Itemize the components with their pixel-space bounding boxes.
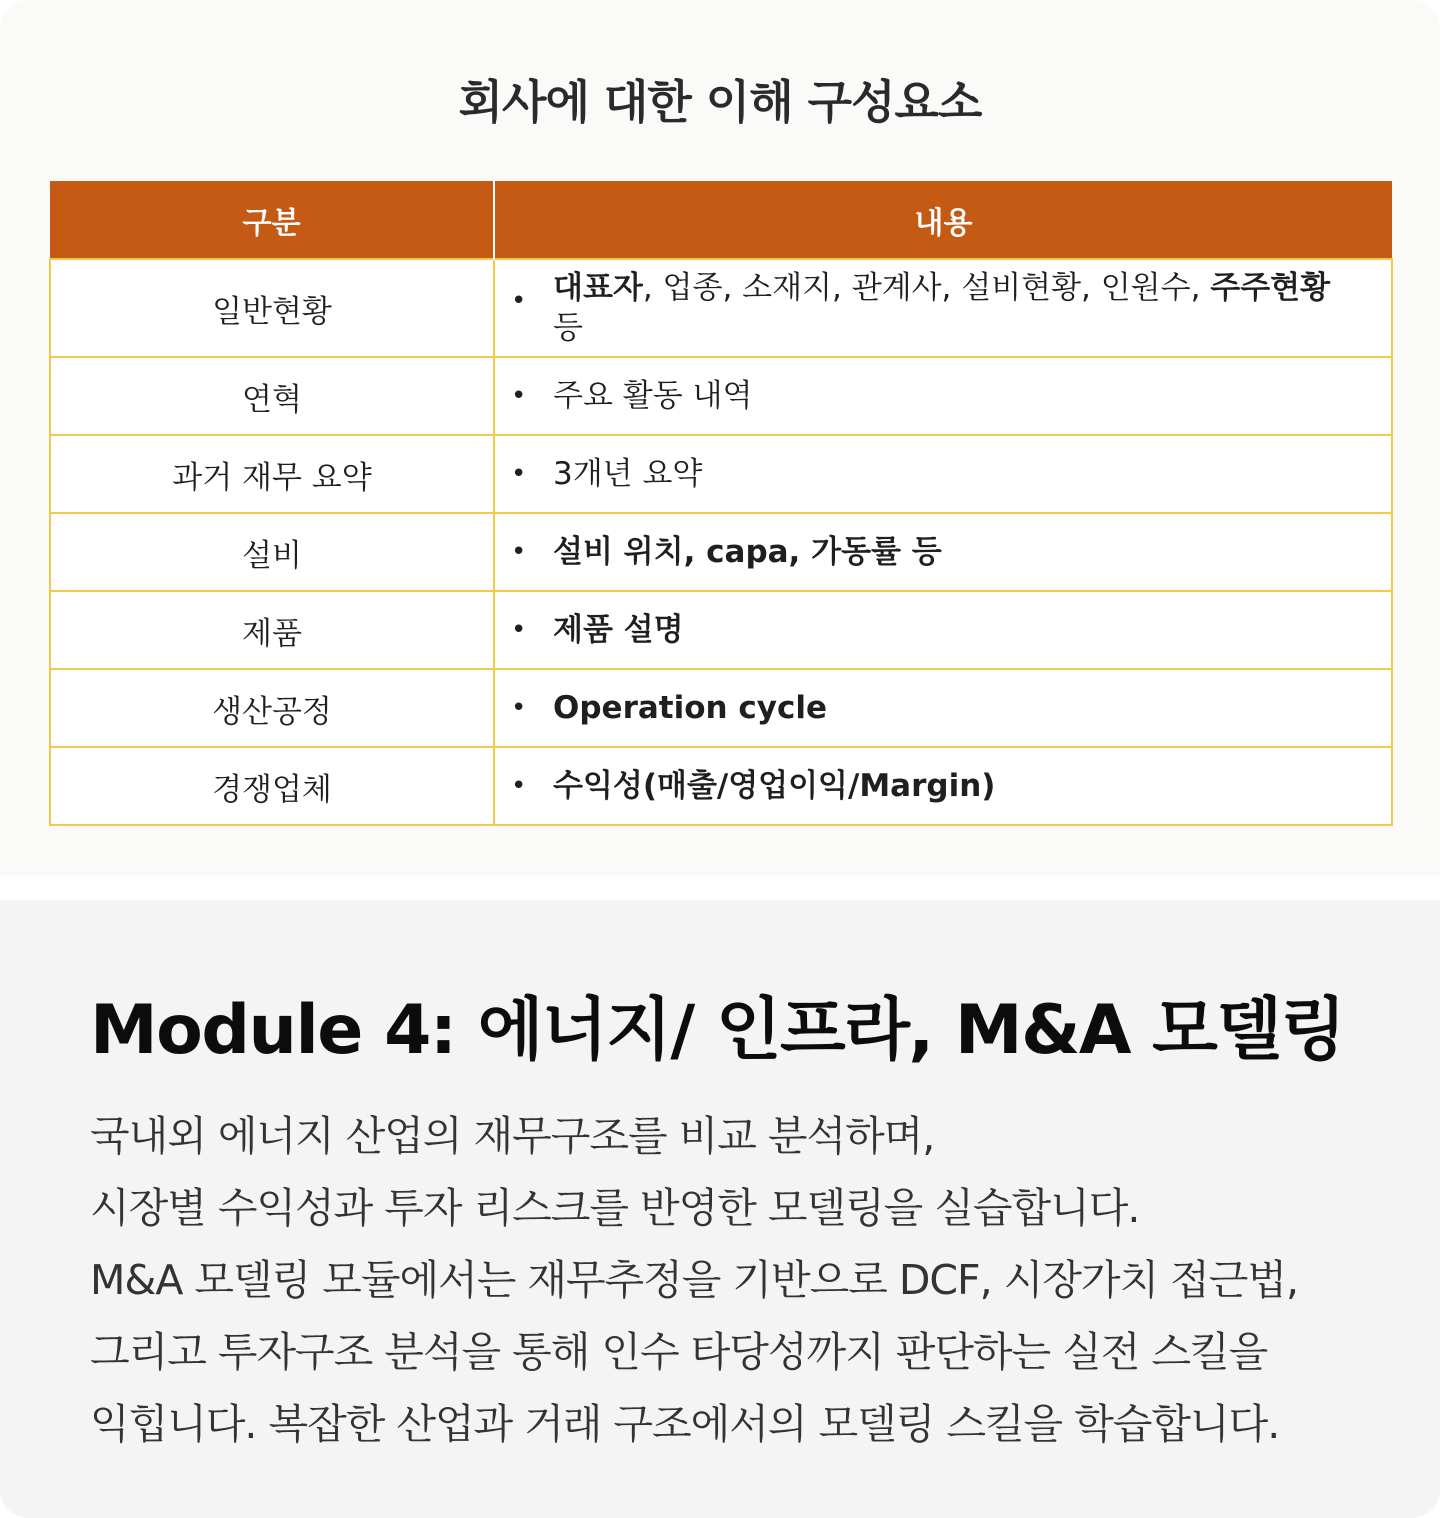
description-line: M&A 모델링 모듈에서는 재무추정을 기반으로 DCF, 시장가치 접근법, [90,1256,1299,1304]
company-components-table [49,181,1393,826]
header-category: 구분 [50,181,494,259]
row-content [494,747,1392,825]
row-category: 경쟁업체 [50,747,494,825]
slide-title: 회사에 대한 이해 구성요소 [458,75,982,129]
bullet-icon: • [511,771,527,801]
description-line: 국내외 에너지 산업의 재무구조를 비교 분석하며, [90,1112,935,1160]
table-row [50,513,1392,591]
row-content [494,435,1392,513]
row-content-text: 3개년 요약 [553,456,703,492]
table-row [50,259,1392,357]
bullet-icon: • [511,615,527,645]
row-content [494,357,1392,435]
table-row [50,669,1392,747]
row-content-text: Operation cycle [553,690,827,726]
row-content [494,513,1392,591]
module-title: Module 4: 에너지/ 인프라, M&A 모델링 [90,991,1345,1070]
row-content-text: 주요 활동 내역 [553,378,753,414]
table-row [50,747,1392,825]
description-line: 시장별 수익성과 투자 리스크를 반영한 모델링을 실습합니다. [90,1184,1140,1232]
row-content [494,259,1392,357]
row-category: 생산공정 [50,669,494,747]
row-category: 제품 [50,591,494,669]
description-line: 그리고 투자구조 분석을 통해 인수 타당성까지 판단하는 실전 스킬을 [90,1328,1268,1376]
description-line: 익힙니다. 복잡한 산업과 거래 구조에서의 모델링 스킬을 학습합니다. [90,1400,1280,1448]
row-category: 연혁 [50,357,494,435]
bullet-icon: • [511,537,527,567]
table-row [50,357,1392,435]
row-category: 과거 재무 요약 [50,435,494,513]
row-category: 설비 [50,513,494,591]
bullet-icon: • [511,381,527,411]
row-content [494,669,1392,747]
row-content-text: 대표자, 업종, 소재지, 관계사, 설비현황, 인원수, 주주현황 등 [553,270,1331,346]
row-category: 일반현황 [50,259,494,357]
row-content-text: 제품 설명 [553,612,684,648]
table-row [50,435,1392,513]
bullet-icon: • [511,693,527,723]
table-row [50,591,1392,669]
row-content [494,591,1392,669]
module-description [90,1100,1410,1460]
bullet-icon: • [511,286,527,316]
row-content-text: 설비 위치, capa, 가동률 등 [553,534,942,570]
table-header-row [50,181,1392,259]
row-content-text: 수익성(매출/영업이익/Margin) [553,768,996,804]
bullet-icon: • [511,459,527,489]
header-content: 내용 [494,181,1392,259]
